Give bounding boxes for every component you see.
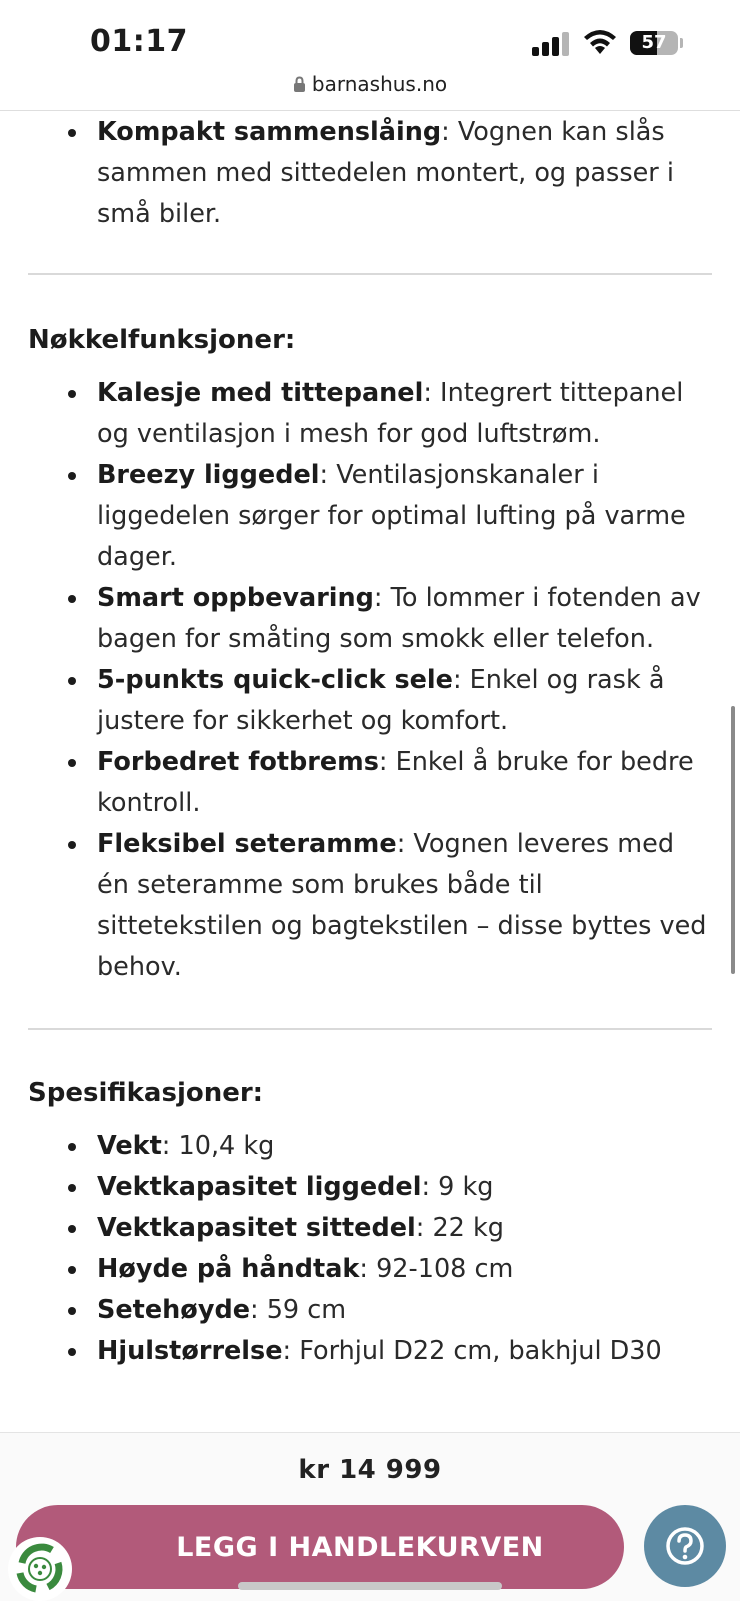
home-indicator[interactable] xyxy=(238,1582,502,1590)
list-item xyxy=(0,455,740,578)
divider xyxy=(28,1028,712,1030)
intro-list xyxy=(0,110,740,235)
key-features-list xyxy=(0,373,740,988)
recycle-badge-icon[interactable] xyxy=(8,1537,72,1601)
specs-heading: Spesifikasjoner: xyxy=(28,1078,264,1108)
list-item xyxy=(0,1331,740,1372)
status-time: 01:17 xyxy=(90,24,188,59)
wifi-icon xyxy=(582,28,618,56)
item-term: Smart oppbevaring xyxy=(97,583,374,613)
product-description xyxy=(0,110,740,1372)
item-term: Forbedret fotbrems xyxy=(97,747,379,777)
url-text: barnashus.no xyxy=(311,72,448,96)
item-term: Kompakt sammenslåing xyxy=(97,117,442,147)
item-text: : 92-108 cm xyxy=(359,1254,514,1284)
battery-tip xyxy=(680,38,683,48)
item-term: Vektkapasitet liggedel xyxy=(97,1172,422,1202)
item-text: : Enkel å bruke for bedre kontroll. xyxy=(97,747,694,818)
item-text: : Enkel og rask å justere for sikkerhet og komfort. xyxy=(97,665,665,736)
item-term: Setehøyde xyxy=(97,1295,250,1325)
item-term: Hjulstørrelse xyxy=(97,1336,283,1366)
question-icon xyxy=(665,1526,705,1566)
sticky-buy-bar xyxy=(0,1432,740,1601)
add-to-cart-button[interactable]: LEGG I HANDLEKURVEN xyxy=(16,1505,624,1589)
help-button[interactable] xyxy=(644,1505,726,1587)
list-item xyxy=(0,660,740,742)
item-text: : 9 kg xyxy=(421,1172,494,1202)
list-item xyxy=(0,1290,740,1331)
item-text: : Ventilasjonskanaler i liggedelen sørger for optimal lufting på varme dager. xyxy=(97,460,686,572)
status-bar xyxy=(0,0,740,111)
list-item xyxy=(0,1249,740,1290)
item-text: : 22 kg xyxy=(415,1213,504,1243)
item-term: 5-punkts quick-click sele xyxy=(97,665,453,695)
key-features-heading: Nøkkelfunksjoner: xyxy=(28,325,296,355)
list-item xyxy=(0,1167,740,1208)
item-text: : Vognen leveres med én seteramme som brukes både til sittetekstilen og bagtekstilen – disse byttes ved behov. xyxy=(97,829,707,982)
item-term: Vektkapasitet sittedel xyxy=(97,1213,416,1243)
battery-icon xyxy=(630,31,678,55)
list-item xyxy=(0,373,740,455)
list-item xyxy=(0,1126,740,1167)
lock-icon xyxy=(293,76,306,93)
item-text: : Vognen kan slås sammen med sittedelen montert, og passer i små biler. xyxy=(97,117,674,229)
item-term: Vekt xyxy=(97,1131,162,1161)
item-text: : 59 cm xyxy=(250,1295,347,1325)
item-term: Fleksibel seteramme xyxy=(97,829,397,859)
list-item xyxy=(0,742,740,824)
list-item xyxy=(0,112,740,235)
item-text: : To lommer i fotenden av bagen for småting som smokk eller telefon. xyxy=(97,583,701,654)
list-item xyxy=(0,824,740,988)
item-text: : Integrert tittepanel og ventilasjon i mesh for god luftstrøm. xyxy=(97,378,684,449)
product-price: kr 14 999 xyxy=(298,1455,442,1485)
item-term: Høyde på håndtak xyxy=(97,1254,360,1284)
item-term: Kalesje med tittepanel xyxy=(97,378,424,408)
divider xyxy=(28,273,712,275)
item-text: : Forhjul D22 cm, bakhjul D30 xyxy=(282,1336,662,1366)
list-item xyxy=(0,1208,740,1249)
scrollbar[interactable] xyxy=(731,706,735,974)
cellular-signal-icon xyxy=(532,30,572,56)
item-term: Breezy liggedel xyxy=(97,460,320,490)
specs-list xyxy=(0,1126,740,1372)
address-bar[interactable] xyxy=(0,72,740,96)
battery-percent: 57 xyxy=(641,32,667,53)
item-text: : 10,4 kg xyxy=(161,1131,275,1161)
list-item xyxy=(0,578,740,660)
